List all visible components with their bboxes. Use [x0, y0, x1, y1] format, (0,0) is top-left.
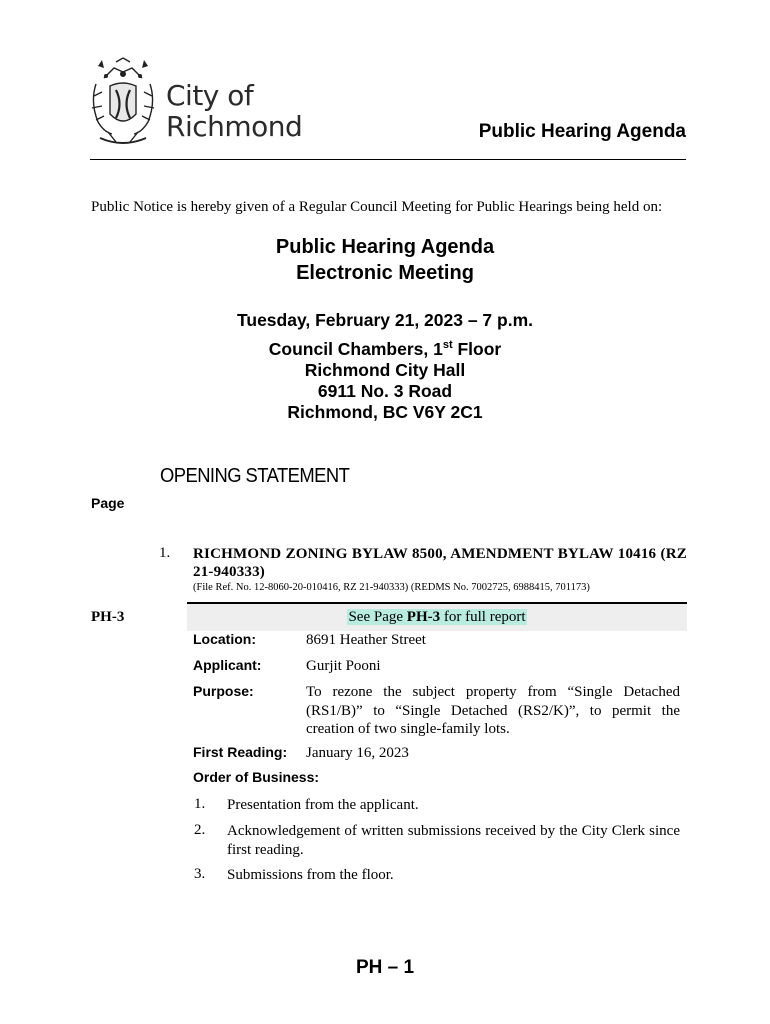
meeting-city: Richmond, BC V6Y 2C1: [287, 402, 483, 422]
logo-line-1: City of: [166, 79, 254, 112]
see-page-suffix: for full report: [440, 609, 526, 625]
page-column-label: Page: [91, 495, 125, 511]
agenda-title: [0, 234, 770, 286]
meeting-street: 6911 No. 3 Road: [317, 381, 453, 401]
see-page-text: [187, 609, 687, 626]
header-divider: [90, 159, 686, 160]
city-name-wordmark: [166, 80, 302, 142]
see-page-ref: PH-3: [406, 609, 441, 625]
item-page-reference: PH-3: [91, 609, 125, 625]
see-page-prefix: See Page: [348, 609, 407, 625]
order-item-number: 1.: [194, 796, 206, 812]
page-number: PH – 1: [355, 957, 415, 978]
purpose-value: To rezone the subject property from “Single Detached (RS1/B)” to “Single Detached (RS2/K)”, to permit the creation of two single-family lots.: [306, 684, 680, 737]
venue-superscript: st: [442, 339, 453, 352]
opening-statement-heading: OPENING STATEMENT: [160, 465, 350, 487]
item-number: 1.: [159, 545, 171, 561]
logo-line-2: Richmond: [166, 110, 303, 143]
public-notice-text: Public Notice is hereby given of a Regular Council Meeting for Public Hearings being held on:: [91, 199, 663, 215]
see-page-bar: [187, 602, 687, 631]
applicant-label: Applicant:: [193, 657, 262, 673]
order-item-number: 3.: [194, 866, 206, 882]
item-file-reference: (File Ref. No. 12-8060-20-010416, RZ 21-940333) (REDMS No. 7002725, 6988415, 701173): [193, 582, 590, 593]
meeting-building: Richmond City Hall: [304, 360, 466, 380]
venue-suffix: Floor: [452, 339, 502, 359]
location-value: 8691 Heather Street: [306, 632, 426, 648]
order-item-text: Submissions from the floor.: [227, 867, 394, 883]
item-title: RICHMOND ZONING BYLAW 8500, AMENDMENT BYLAW 10416 (RZ 21-940333): [193, 546, 687, 580]
venue-prefix: Council Chambers, 1: [268, 339, 443, 359]
applicant-value: Gurjit Pooni: [306, 658, 381, 674]
order-of-business-label: Order of Business:: [193, 769, 320, 785]
agenda-title-line-2: Electronic Meeting: [296, 262, 474, 284]
agenda-title-line-1: Public Hearing Agenda: [275, 236, 495, 258]
see-page-link[interactable]: [347, 609, 526, 625]
header-title: Public Hearing Agenda: [478, 121, 686, 142]
first-reading-label: First Reading:: [193, 744, 288, 760]
purpose-label: Purpose:: [193, 683, 254, 699]
meeting-datetime: Tuesday, February 21, 2023 – 7 p.m.: [236, 310, 534, 330]
meeting-venue: [0, 339, 770, 360]
order-item-number: 2.: [194, 822, 206, 838]
order-item-text: Presentation from the applicant.: [227, 797, 419, 813]
location-label: Location:: [193, 631, 256, 647]
meeting-info: [0, 310, 770, 423]
order-item-text: Acknowledgement of written submissions received by the City Clerk since first reading.: [227, 823, 680, 858]
city-crest-logo: [86, 56, 160, 148]
first-reading-value: January 16, 2023: [306, 745, 409, 761]
